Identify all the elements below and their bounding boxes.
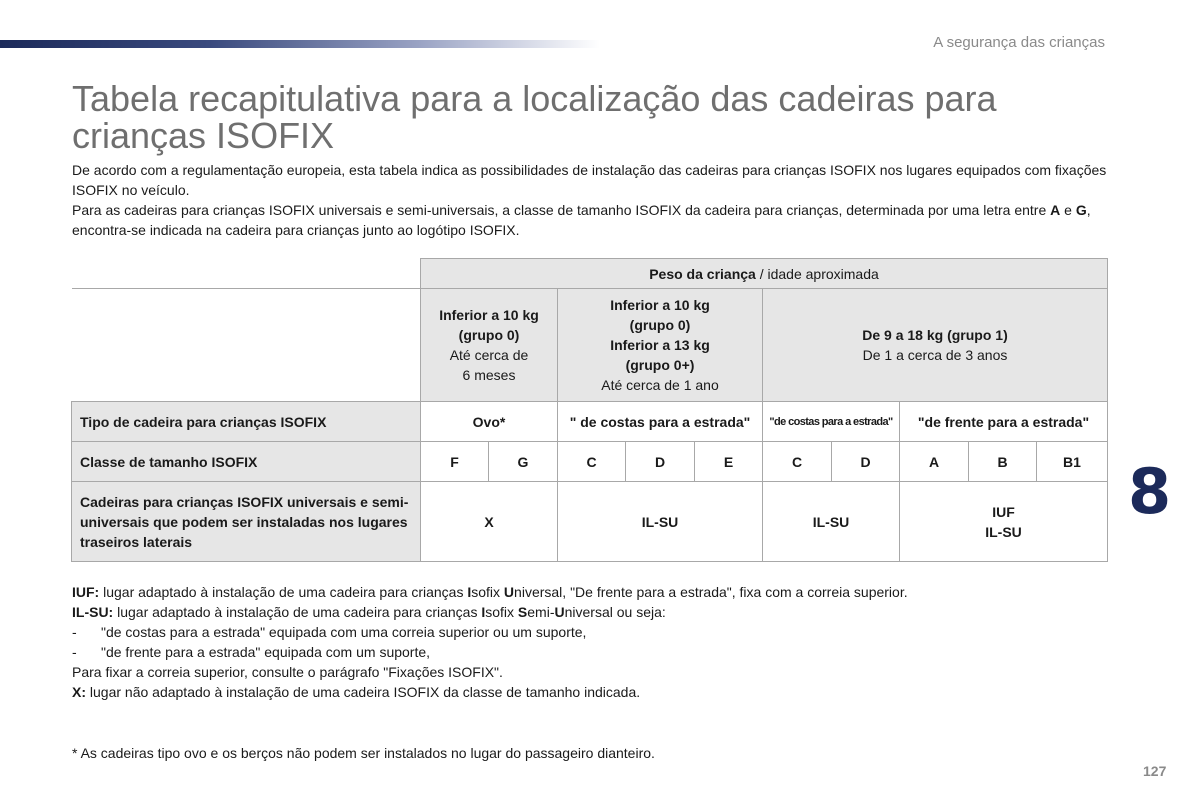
legend-initial: S [517, 604, 528, 620]
legend-fix-note: Para fixar a correia superior, consulte o parágrafo "Fixações ISOFIX". [72, 664, 503, 680]
size-class-value: G [489, 442, 558, 482]
group-name: (grupo 0) [629, 317, 691, 333]
legend-term: X: [72, 684, 86, 700]
legend-initial: I [467, 584, 472, 600]
legend-text: "de costas para a estrada" equipada com uma correia superior ou um suporte, [101, 624, 587, 640]
legend-iuf [72, 582, 1112, 602]
legend-text: emi- [527, 604, 555, 620]
size-class-value: C [558, 442, 626, 482]
seat-type-label: Tipo de cadeira para crianças ISOFIX [72, 402, 421, 442]
legend [72, 582, 1112, 702]
list-dash: - [72, 644, 77, 660]
chapter-number: 8 [1128, 455, 1172, 528]
group-weight: Inferior a 13 kg [610, 337, 710, 353]
group-1-cell [763, 289, 1108, 402]
section-header: A segurança das crianças [933, 34, 1105, 51]
blank-cell [72, 289, 421, 402]
footnote: * As cadeiras tipo ovo e os berços não podem ser instalados no lugar do passageiro dianteiro. [72, 745, 655, 761]
class-letter-a: A [1050, 202, 1061, 218]
placement-value: IL-SU [558, 482, 763, 562]
legend-list-item [72, 642, 1112, 662]
group-name: (grupo 0) [458, 327, 520, 343]
page-number: 127 [1143, 763, 1167, 779]
group-weight: De 9 a 18 kg (grupo 1) [862, 327, 1008, 343]
placement-value-line: IL-SU [985, 523, 1022, 540]
header-accent-bar [0, 40, 600, 48]
legend-list-item [72, 622, 1112, 642]
legend-x [72, 682, 1112, 702]
seat-type-value: "de frente para a estrada" [900, 402, 1108, 442]
legend-text: sofix [471, 584, 504, 600]
blank-cell [72, 259, 421, 289]
intro-text-part: e [1060, 202, 1076, 218]
group-age: Até cerca de [449, 347, 529, 363]
legend-term: IL-SU: [72, 604, 114, 620]
size-class-value: D [626, 442, 695, 482]
legend-text: niversal ou seja: [564, 604, 666, 620]
intro-paragraph-1: De acordo com a regulamentação europeia, esta tabela indica as possibilidades de instalação das cadeiras para crianças ISOFIX nos lugares equipados com fixações ISOFIX no veículo. [72, 162, 1107, 198]
isofix-table [71, 258, 1108, 562]
seat-type-row [72, 402, 1108, 442]
size-class-value: C [763, 442, 832, 482]
placement-value: IL-SU [763, 482, 900, 562]
intro-paragraph-2 [72, 200, 1112, 240]
weight-header-label: Peso da criança [649, 265, 756, 282]
legend-text: lugar adaptado à instalação de uma cadeira para crianças [99, 584, 468, 600]
page-title: Tabela recapitulativa para a localização das cadeiras para crianças ISOFIX [72, 78, 997, 156]
group-age: De 1 a cerca de 3 anos [862, 347, 1008, 363]
intro-text-part: Para as cadeiras para crianças ISOFIX universais e semi-universais, a classe de tamanho ISOFIX da cadeira para crianças, determinada por uma letra entre [72, 202, 1051, 218]
group-weight: Inferior a 10 kg [610, 297, 710, 313]
intro-text-part: , encontra-se indicada na cadeira para crianças junto ao logótipo ISOFIX. [72, 202, 1091, 238]
group-0plus-cell [558, 289, 763, 402]
group-0-cell [421, 289, 558, 402]
size-class-label: Classe de tamanho ISOFIX [72, 442, 421, 482]
intro-text [72, 160, 1112, 240]
size-class-value: B [969, 442, 1037, 482]
legend-text: sofix [485, 604, 518, 620]
legend-text: "de frente para a estrada" equipada com um suporte, [101, 644, 431, 660]
group-weight: Inferior a 10 kg [439, 307, 539, 323]
placement-value: X [421, 482, 558, 562]
legend-initial: U [554, 604, 565, 620]
seat-type-value: Ovo* [421, 402, 558, 442]
size-class-row [72, 442, 1108, 482]
size-class-value: D [832, 442, 900, 482]
legend-initial: I [481, 604, 486, 620]
size-class-value: E [695, 442, 763, 482]
seat-type-value: "de costas para a estrada" [763, 402, 900, 442]
weight-header [421, 259, 1108, 289]
weight-header-suffix: / idade aproximada [755, 265, 879, 282]
placement-value [900, 482, 1108, 562]
group-age: Até cerca de 1 ano [601, 377, 719, 393]
legend-initial: U [503, 584, 515, 600]
size-class-value: B1 [1037, 442, 1108, 482]
legend-text: lugar adaptado à instalação de uma cadeira para crianças [113, 604, 482, 620]
placement-value-line: IUF [992, 503, 1015, 520]
legend-text: niversal, "De frente para a estrada", fixa com a correia superior. [514, 584, 908, 600]
size-class-value: A [900, 442, 969, 482]
legend-text: lugar não adaptado à instalação de uma cadeira ISOFIX da classe de tamanho indicada. [86, 684, 641, 700]
group-name: (grupo 0+) [625, 357, 695, 373]
weight-header-row [72, 259, 1108, 289]
class-letter-g: G [1075, 202, 1087, 218]
group-age: 6 meses [462, 367, 516, 383]
group-row [72, 289, 1108, 402]
legend-ilsu [72, 602, 1112, 622]
legend-term: IUF: [72, 584, 100, 600]
list-dash: - [72, 624, 77, 640]
universal-seats-row [72, 482, 1108, 562]
seat-type-value: " de costas para a estrada" [558, 402, 763, 442]
size-class-value: F [421, 442, 489, 482]
universal-seats-label: Cadeiras para crianças ISOFIX universais e semi-universais que podem ser instaladas nos lugares traseiros laterais [72, 482, 421, 562]
